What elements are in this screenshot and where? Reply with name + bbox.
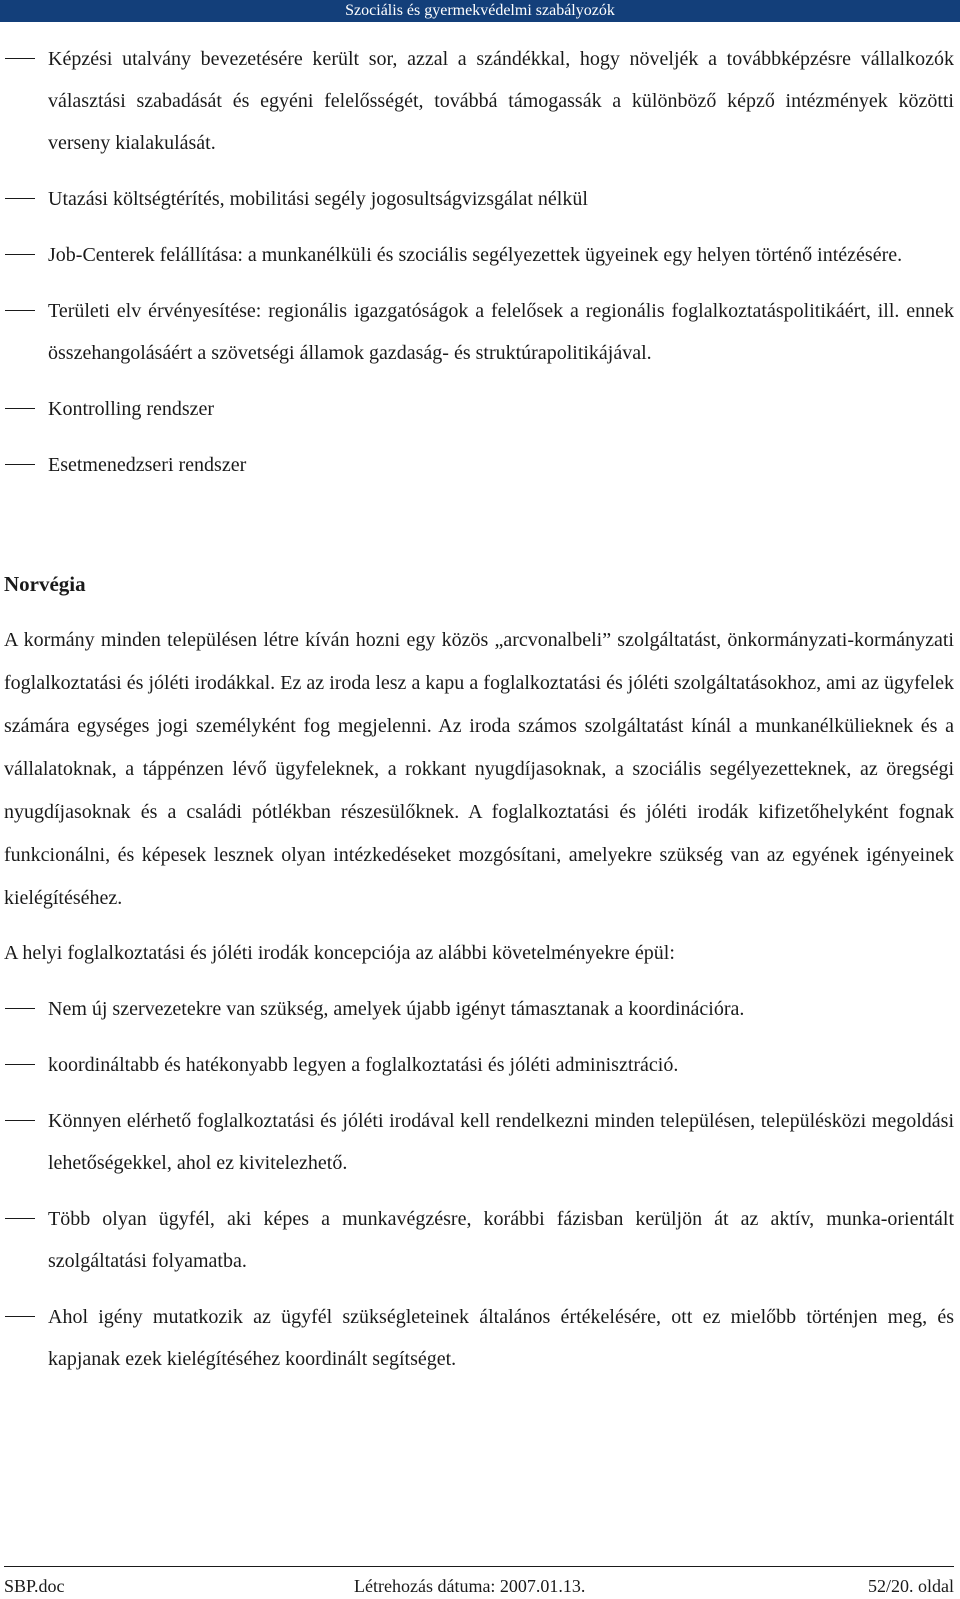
list-item-text: Több olyan ügyfél, aki képes a munkavégzésre, korábbi fázisban kerüljön át az aktív, munka-orientált szolgáltatási folyamatba. xyxy=(48,1208,954,1272)
list-item xyxy=(4,1198,954,1282)
footer-filename: SBP.doc xyxy=(4,1576,65,1596)
dash-bullet-icon xyxy=(5,58,35,59)
list-item-text: koordináltabb és hatékonyabb legyen a foglalkoztatási és jóléti adminisztráció. xyxy=(48,1054,679,1076)
dash-bullet-icon xyxy=(5,1008,35,1009)
body-paragraph: A kormány minden településen létre kíván hozni egy közös „arcvonalbeli” szolgáltatást, önkormányzati-kormányzati foglalkoztatási és jóléti irodákkal. Ez az iroda lesz a kapu a foglalkoztatási és jóléti szolgáltatásokhoz, ami az ügyfelek számára egységes jogi személyként fog megjelenni. Az iroda számos szolgáltatást kínál a munkanélkülieknek és a vállalatoknak, a táppénzen lévő ügyfeleknek, a rokkant nyugdíjasoknak, a szociális segélyezetteknek, az öregségi nyugdíjasoknak és a családi pótlékban részesülőknek. A foglalkoztatási és jóléti irodák kifizetőhelyként fognak funkcionálni, és képesek lesznek olyan intézkedéseket mozgósítani, amelyekre szükség van az egyének igényeinek kielégítéséhez. xyxy=(4,629,954,909)
list-item-text: Könnyen elérhető foglalkoztatási és jóléti irodával kell rendelkezni minden településen, településközi megoldási lehetőségekkel, ahol ez kivitelezhető. xyxy=(48,1110,954,1174)
lead-sentence: A helyi foglalkoztatási és jóléti irodák koncepciója az alábbi követelményekre épül: xyxy=(4,942,675,964)
dash-bullet-icon xyxy=(5,1120,35,1121)
list-item xyxy=(4,290,954,374)
dash-bullet-icon xyxy=(5,310,35,311)
list-item xyxy=(4,988,954,1030)
list-item-text: Utazási költségtérítés, mobilitási segély jogosultságvizsgálat nélkül xyxy=(48,188,588,210)
list-item xyxy=(4,38,954,164)
dash-bullet-icon xyxy=(5,408,35,409)
page-content xyxy=(4,38,954,1380)
dash-bullet-icon xyxy=(5,1316,35,1317)
dash-bullet-icon xyxy=(5,254,35,255)
list-item xyxy=(4,178,954,220)
list-item xyxy=(4,1044,954,1086)
list-item xyxy=(4,1100,954,1184)
document-footer xyxy=(4,1566,954,1596)
dash-bullet-icon xyxy=(5,464,35,465)
dash-bullet-icon xyxy=(5,1218,35,1219)
list-item xyxy=(4,234,954,276)
list-item-text: Képzési utalvány bevezetésére került sor, azzal a szándékkal, hogy növeljék a továbbképzésre vállalkozók választási szabadását és egyéni felelősségét, továbbá támogassák a különböző képző intézmények közötti verseny kialakulását. xyxy=(48,48,954,154)
dash-bullet-icon xyxy=(5,1064,35,1065)
list-item-text: Job-Centerek felállítása: a munkanélküli és szociális segélyezettek ügyeinek egy helyen történő intézésére. xyxy=(48,244,903,266)
header-title: Szociális és gyermekvédelmi szabályozók xyxy=(345,2,615,19)
list-item-text: Területi elv érvényesítése: regionális igazgatóságok a felelősek a regionális foglalkoztatáspolitikáért, ill. ennek összehangolásáért a szövetségi államok gazdaság- és struktúrapolitikájával. xyxy=(48,300,954,364)
list-item xyxy=(4,444,954,486)
list-item-text: Ahol igény mutatkozik az ügyfél szükségleteinek általános értékelésére, ott ez mielőbb történjen meg, és kapjanak ezek kielégítéséhez koordinált segítséget. xyxy=(48,1306,954,1370)
section-heading: Norvégia xyxy=(4,572,86,596)
document-header xyxy=(0,0,960,22)
list-item-text: Kontrolling rendszer xyxy=(48,398,215,420)
list-item-text: Esetmenedzseri rendszer xyxy=(48,454,247,476)
list-item-text: Nem új szervezetekre van szükség, amelyek újabb igényt támasztanak a koordinációra. xyxy=(48,998,745,1020)
list-item xyxy=(4,388,954,430)
footer-page-number: 52/20. oldal xyxy=(868,1576,954,1596)
footer-created-date: Létrehozás dátuma: 2007.01.13. xyxy=(354,1576,586,1596)
dash-bullet-icon xyxy=(5,198,35,199)
list-item xyxy=(4,1296,954,1380)
